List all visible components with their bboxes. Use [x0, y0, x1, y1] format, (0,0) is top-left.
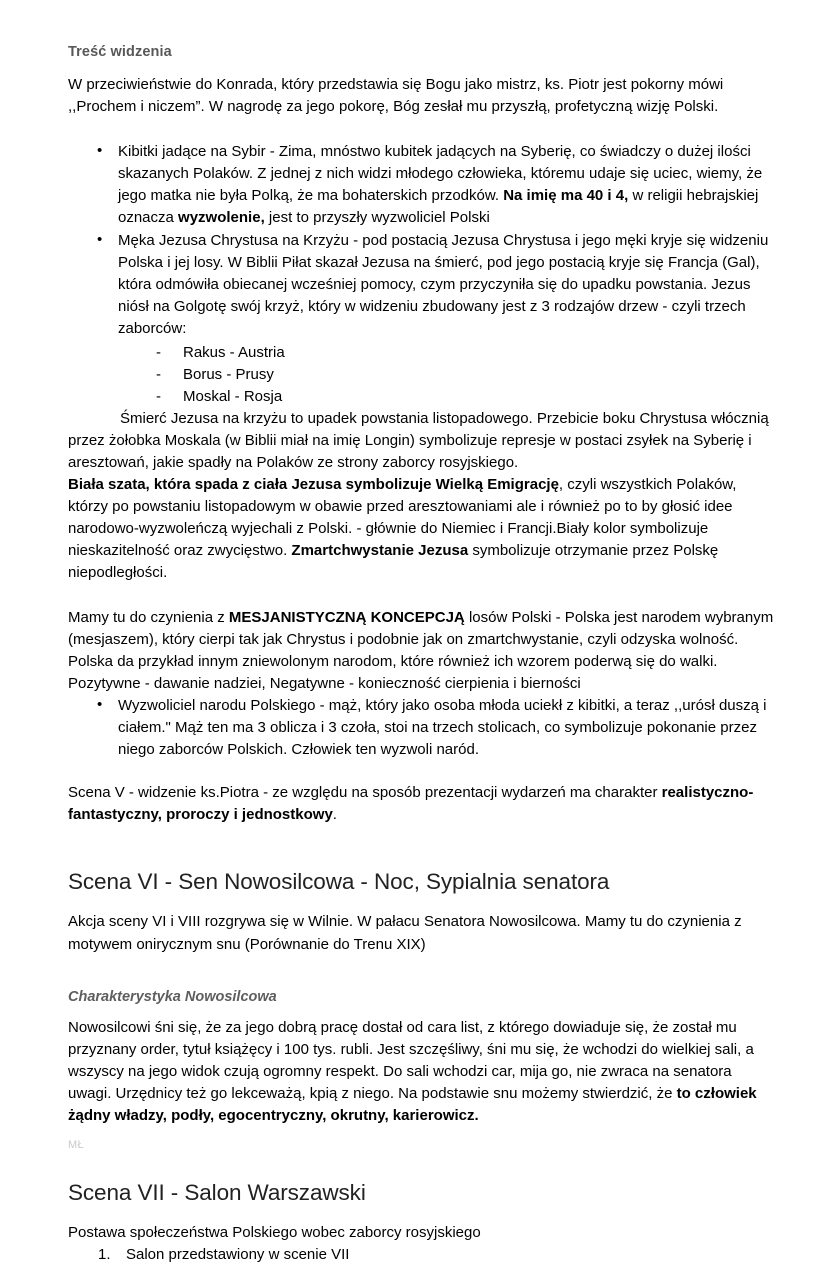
section-heading-tresc-widzenia: Treść widzenia — [68, 44, 172, 60]
scene-seven-intro: Postawa społeczeństwa Polskiego wobec zaborcy rosyjskiego — [68, 1223, 481, 1241]
list-item — [68, 230, 776, 340]
bullet-text-segment: Kibitki jadące na Sybir - Zima, mnóstwo kubitek jadących na Syberię, co świadczy o dużej ilości skazanych Polaków. Z jednej z nich widzi młodego człowieka, któremu udaje się uciec, wiemy, że jego matka nie była Polką, że ma bohaterskich przodków. — [118, 143, 763, 205]
vision-bullet-list — [68, 141, 776, 340]
list-item — [68, 141, 776, 229]
paragraph-bold: to człowiek żądny władzy, podły, egocentryczny, okrutny, karierowicz. — [68, 1084, 757, 1124]
scene-six-subheading: Charakterystyka Nowosilcowa — [68, 988, 277, 1005]
scene-six-body — [68, 1017, 776, 1127]
paragraph-segment: , czyli wszystkich Polaków, którzy po powstaniu listopadowym w obawie przed aresztowaniami ale i również po to by głosić idee narodowo-wyzwoleńczą wyjechali z Polski. - głównie do Niemiec i Francji.Biały kolor symbolizuje nieskazitelność oraz zwycięstwo. — [68, 475, 737, 559]
bullet-text-segment: jest to przyszły wyzwoliciel Polski — [264, 209, 490, 227]
partitioners-list — [68, 342, 776, 408]
paragraph-bold: Zmartchwystanie Jezusa — [291, 541, 469, 559]
scene-six-heading: Scena VI - Sen Nowosilcowa - Noc, Sypialnia senatora — [68, 869, 610, 895]
scene-seven-heading: Scena VII - Salon Warszawski — [68, 1179, 366, 1205]
footer-initials: MŁ — [68, 1139, 84, 1151]
list-item: - Moskal - Rosja — [68, 386, 776, 408]
spacer — [68, 762, 776, 782]
spacer — [68, 969, 776, 989]
bullet-text-bold: wyzwolenie, — [178, 209, 265, 227]
scene-seven-numbered-list — [68, 1244, 776, 1266]
document-body — [68, 44, 776, 1266]
paragraph-segment: Scena V - widzenie ks.Piotra - ze względu na sposób prezentacji wydarzeń ma charakter — [68, 784, 662, 802]
liberator-bullet-list — [68, 695, 776, 761]
scene-six-intro: Akcja sceny VI i VIII rozgrywa się w Wilnie. W pałacu Senatora Nowosilcowa. Mamy tu do czynienia z motywem onirycznym snu (Porównanie do Trenu XIX) — [68, 913, 742, 953]
spacer — [68, 131, 776, 141]
paragraph-segment: . — [332, 806, 337, 824]
list-item: Salon przedstawiony w scenie VII — [126, 1245, 350, 1263]
paragraph-segment: symbolizuje otrzymanie przez Polskę niepodległości. — [68, 541, 719, 581]
paragraph-segment: losów Polski - Polska jest narodem wybranym (mesjaszem), który cierpi tak jak Chrystus i podobnie jak on zmartchwystanie, czyli odzyska wolność. Polska da przykład innym zniewolonym narodom, które również ich wzorem poderwą się do walki. Pozytywne - dawanie nadziei, Negatywne - konieczność cierpienia i bierności — [68, 609, 774, 693]
scene-five-summary — [68, 782, 776, 826]
paragraph-segment: Mamy tu do czynienia z — [68, 609, 229, 627]
white-robe-paragraph — [68, 474, 776, 584]
spacer — [68, 597, 776, 607]
bullet-text-segment: Męka Jezusa Chrystusa na Krzyżu - pod postacią Jezusa Chrystusa i jego męki kryje się widzeniu Polska i jej losy. W Biblii Piłat skazał Jezusa na śmierć, pod jego postacią kryje się Francja (Gal), która odmówiła obiecanej wcześniej pomocy, czym przyczyniła się do upadku powstania. Jezus niósł na Golgotę swój krzyż, który w widzeniu zbudowany jest z 3 rodzajów drzew - czyli trzech zaborców: — [118, 232, 769, 338]
list-item: - Borus - Prusy — [68, 364, 776, 386]
intro-paragraph: W przeciwieństwie do Konrada, który przedstawia się Bogu jako mistrz, ks. Piotr jest pokorny mówi ,,Prochem i niczem”. W nagrodę za jego pokorę, Bóg zesłał mu przyszłą, profetyczną wizję Polski. — [68, 76, 724, 116]
list-item: - Rakus - Austria — [68, 342, 776, 364]
spacer — [68, 1140, 776, 1180]
paragraph-bold: MESJANISTYCZNĄ KONCEPCJĄ — [228, 609, 465, 627]
bullet-text-bold: Na imię ma 40 i 4, — [503, 187, 629, 205]
death-paragraph: Śmierć Jezusa na krzyżu to upadek powstania listopadowego. Przebicie boku Chrystusa włócznią przez żołobka Moskala (w Biblii miał na imię Longin) symbolizuje represje w postaci zsyłek na Syberię i aresztowań, jakie spadły na Polaków ze strony zaborcy rosyjskiego. — [68, 409, 769, 471]
list-item: • Wyzwoliciel narodu Polskiego - mąż, który jako osoba młoda uciekł z kibitki, a teraz ,,urósł duszą i ciałem." Mąż ten ma 3 oblicza i 3 czoła, stoi na trzech stolicach, co symbolizuje pokonanie przez niego zaborców Polskich. Człowiek ten wyzwoli naród. — [68, 695, 776, 761]
paragraph-segment: Nowosilcowi śni się, że za jego dobrą pracę dostał od cara list, z którego dowiaduje się, że został mu przyznany order, tytuł książęcy i 100 tys. rubli. Jest szczęśliwy, śni mu się, że wchodzi do wielkiej sali, a wszyscy na jego widok czują ogromny respekt. Do sali wchodzi car, mija go, nie zwraca na senatora uwagi. Urzędnicy też go lekceważą, kpią z niego. Na podstawie snu możemy stwierdzić, że — [68, 1018, 754, 1102]
paragraph-bold: Biała szata, która spada z ciała Jezusa symbolizuje Wielką Emigrację — [68, 475, 559, 493]
spacer — [68, 839, 776, 869]
messianism-paragraph — [68, 607, 776, 695]
bullet-text-segment: w religii hebrajskiej oznacza — [118, 187, 759, 227]
paragraph-bold: realistyczno-fantastyczny, proroczy i jednostkowy — [68, 784, 754, 824]
